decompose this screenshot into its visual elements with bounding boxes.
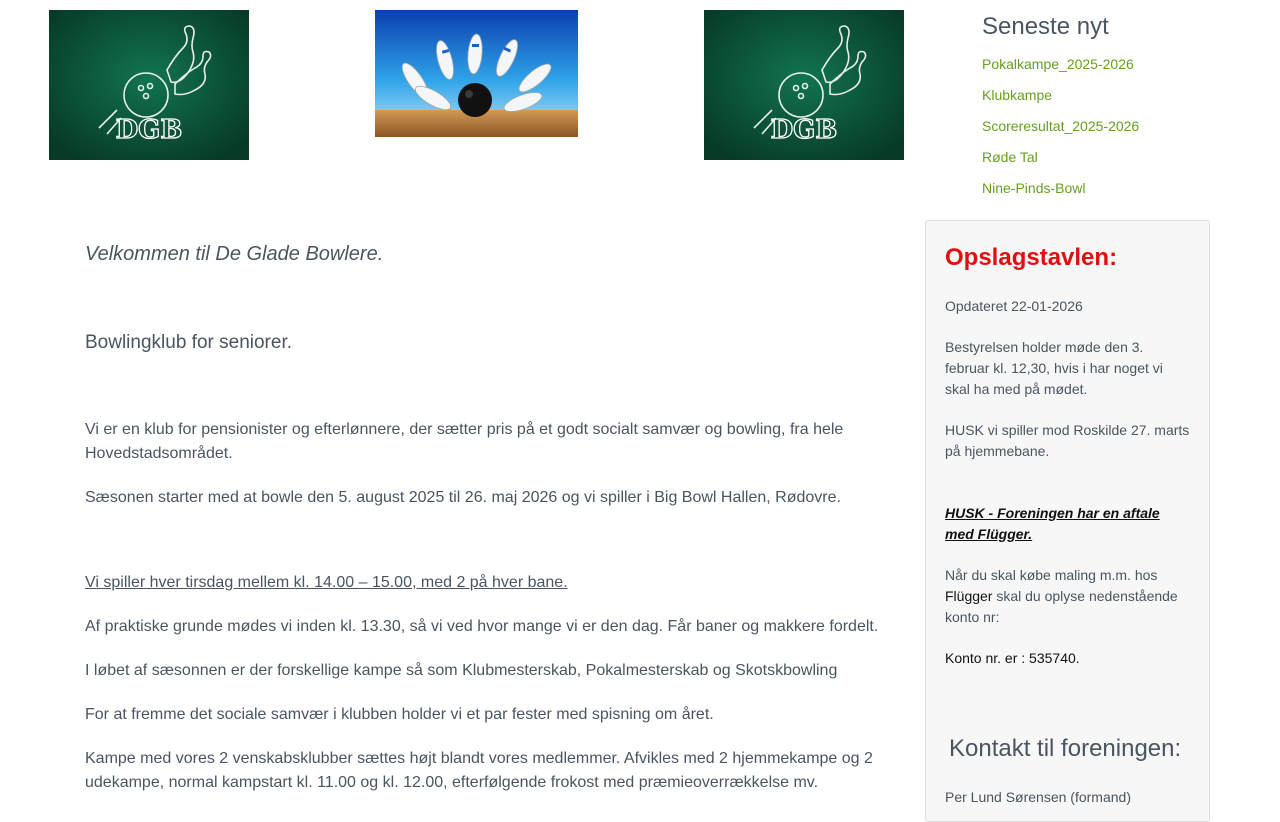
paint-text-before: Når du skal købe maling m.m. hos [945,567,1158,583]
news-item [982,117,1222,148]
season-paragraph: Sæsonen starter med at bowle den 5. august 2025 til 26. maj 2026 og vi spiller i Big Bowl Hallen, Rødovre. [85,489,841,506]
logo-text: DGB [770,115,838,145]
logo-text: DGB [115,115,183,145]
friendship-clubs-paragraph: Kampe med vores 2 venskabsklubber sættes højt blandt vores medlemmer. Afvikles med 2 hjemmekampe og 2 udekampe, normal kampstart kl. 11.00 og kl. 12.00, efterfølgende frokost med præmieoverrækkelse mv. [85,750,873,791]
board-meeting-notice: Bestyrelsen holder møde den 3. februar kl. 12,30, hvis i har noget vi skal ha med på mødet. [945,339,1163,397]
social-paragraph: For at fremme det sociale samvær i klubben holder vi et par fester med spisning om året. [85,706,714,723]
paint-text-after: skal du oplyse nedenstående konto nr: [945,588,1178,625]
news-link-pokalkampe[interactable]: Pokalkampe_2025-2026 [982,56,1134,72]
roskilde-match-notice: HUSK vi spiller mod Roskilde 27. marts på hjemmebane. [945,422,1190,459]
matches-paragraph: I løbet af sæsonnen er der forskellige kampe så som Klubmesterskab, Pokalmesterskab og Skotskbowling [85,662,838,679]
fluegger-agreement-heading: HUSK - Foreningen har en aftale med Flügger. [945,505,1160,542]
contact-chairman: Per Lund Sørensen (formand) [945,789,1131,805]
dgb-logo-right-image [704,10,904,160]
latest-news [982,0,1222,210]
dgb-logo-left-image [49,10,249,160]
club-subtitle: Bowlingklub for seniorer. [85,332,292,353]
news-link-klubkampe[interactable]: Klubkampe [982,87,1053,103]
contact-title: Kontakt til foreningen: [949,735,1182,762]
fluegger-instructions [945,565,1191,628]
updated-date: Opdateret 22-01-2026 [945,298,1083,314]
news-item [982,55,1222,86]
bowling-strike-image [375,10,578,137]
arrival-paragraph: Af praktiske grunde mødes vi inden kl. 13.30, så vi ved hvor mange vi er den dag. Får baner og makkere fordelt. [85,618,879,635]
account-number: Konto nr. er : 535740. [945,650,1080,666]
news-item [982,148,1222,179]
welcome-heading: Velkommen til De Glade Bowlere. [85,243,384,265]
news-item [982,179,1222,210]
fluegger-brand: Flügger [945,588,993,604]
latest-news-title: Seneste nyt [982,13,1109,40]
news-item [982,86,1222,117]
notice-board-title: Opslagstavlen: [945,244,1118,271]
news-link-nine-pinds[interactable]: Nine-Pinds-Bowl [982,180,1086,196]
news-list [982,55,1222,210]
intro-paragraph: Vi er en klub for pensionister og efterlønnere, der sætter pris på et godt socialt samvær og bowling, fra hele Hovedstadsområdet. [85,421,844,462]
notice-board [925,220,1210,822]
schedule-paragraph: Vi spiller hver tirsdag mellem kl. 14.00 – 15.00, med 2 på hver bane. [85,574,568,591]
news-link-roede-tal[interactable]: Røde Tal [982,149,1038,165]
news-link-scoreresultat[interactable]: Scoreresultat_2025-2026 [982,118,1140,134]
